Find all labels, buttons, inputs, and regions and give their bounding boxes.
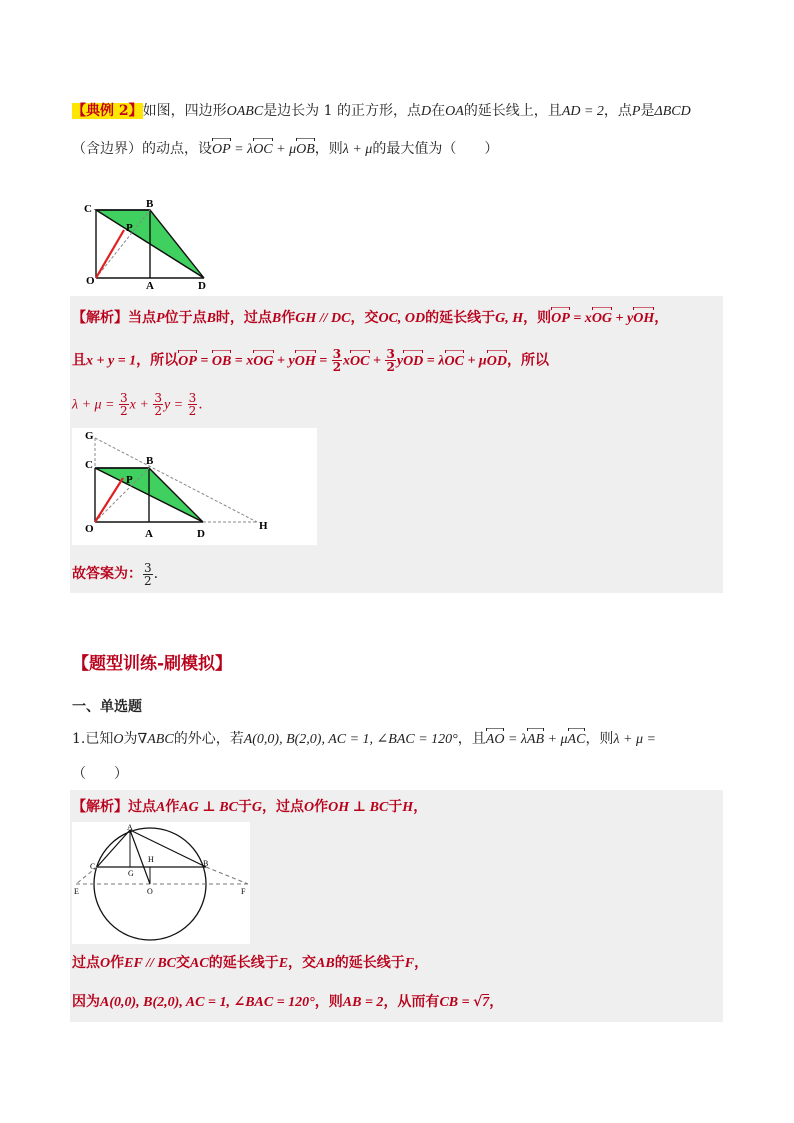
solution-line-2: 且x + y = 1，所以OP = OB = xOG + yOH = $\frac{3}{2}$ xOC + $\frac{3}{2}$ yOD = λOC + μOD，所以 xyxy=(72,347,549,374)
label-f: F xyxy=(241,887,246,896)
label-c: C xyxy=(84,203,92,215)
sqrt-symbol: √ xyxy=(473,994,483,1010)
label-g: G xyxy=(128,869,134,878)
label-o: O xyxy=(85,523,94,535)
label-o: O xyxy=(86,275,95,287)
label-a: A xyxy=(127,823,133,832)
label-c: C xyxy=(85,459,93,471)
label-d: D xyxy=(197,528,205,540)
solution-line-1: 【解析】当点P位于点B时，过点B作GH // DC，交OC, OD的延长线于G, H，则OP = xOG + yOH， xyxy=(72,308,668,329)
vector-op xyxy=(96,230,124,278)
fraction-3-2: $\frac{3}{2}$ xyxy=(386,347,395,374)
answer-line: 故答案为： $\frac{3}{2}$ . xyxy=(72,560,159,588)
question-1-line-2: （ ） xyxy=(72,766,128,782)
vector-op xyxy=(95,478,123,522)
label-a: A xyxy=(145,528,153,540)
label-b: B xyxy=(146,200,154,210)
section-subtitle: 一、单选题 xyxy=(72,699,142,715)
label-h: H xyxy=(148,855,154,864)
square-figure-1 xyxy=(82,200,212,290)
label-d: D xyxy=(198,280,206,290)
solution-2-line-3: 因为A(0,0), B(2,0), AC = 1, ∠BAC = 120°，则AB = 2，从而有CB = √7， xyxy=(72,994,504,1010)
extended-figure-2 xyxy=(72,428,317,545)
answer-fraction: $\frac{3}{2}$ xyxy=(144,560,152,588)
question-1-line-1: 1.已知O为∇ABC的外心，若A(0,0), B(2,0), AC = 1, ∠BAC = 120°，且AO = λAB + μAC，则λ + μ = xyxy=(72,729,656,750)
label-p: P xyxy=(126,222,133,234)
fraction-3-2: $\frac{3}{2}$ xyxy=(154,391,162,418)
solution-line-3: λ + μ = $\frac{3}{2}$ x + $\frac{3}{2}$ y = $\frac{3}{2}$ . xyxy=(72,391,203,418)
fraction-3-2: $\frac{3}{2}$ xyxy=(120,391,128,418)
example-line-1: 【典例 2】如图，四边形OABC是边长为 1 的正方形，点D在OA的延长线上，且AD = 2，点P是ΔBCD xyxy=(72,103,691,119)
circumcircle-figure-3 xyxy=(72,822,250,944)
label-p: P xyxy=(126,474,133,486)
label-e: E xyxy=(74,887,79,896)
label-g: G xyxy=(85,430,94,442)
label-b: B xyxy=(203,859,209,868)
example-line-2: （含边界）的动点，设OP = λOC + μOB，则λ + μ的最大值为（ ） xyxy=(72,139,498,160)
fraction-3-2: $\frac{3}{2}$ xyxy=(332,347,342,374)
solution-2-line-1: 【解析】过点A作AG ⊥ BC于G，过点O作OH ⊥ BC于H， xyxy=(72,799,428,815)
label-h: H xyxy=(259,520,268,532)
label-c: C xyxy=(90,862,96,871)
solution-2-line-2: 过点O作EF // BC交AC的延长线于E，交AB的延长线于F， xyxy=(72,955,429,971)
label-b: B xyxy=(146,455,154,467)
fraction-3-2: $\frac{3}{2}$ xyxy=(188,391,197,418)
label-o: O xyxy=(147,887,153,896)
label-a: A xyxy=(146,280,154,290)
section-title: 【题型训练-刷模拟】 xyxy=(72,654,233,674)
example-tag: 【典例 2】 xyxy=(72,103,143,119)
